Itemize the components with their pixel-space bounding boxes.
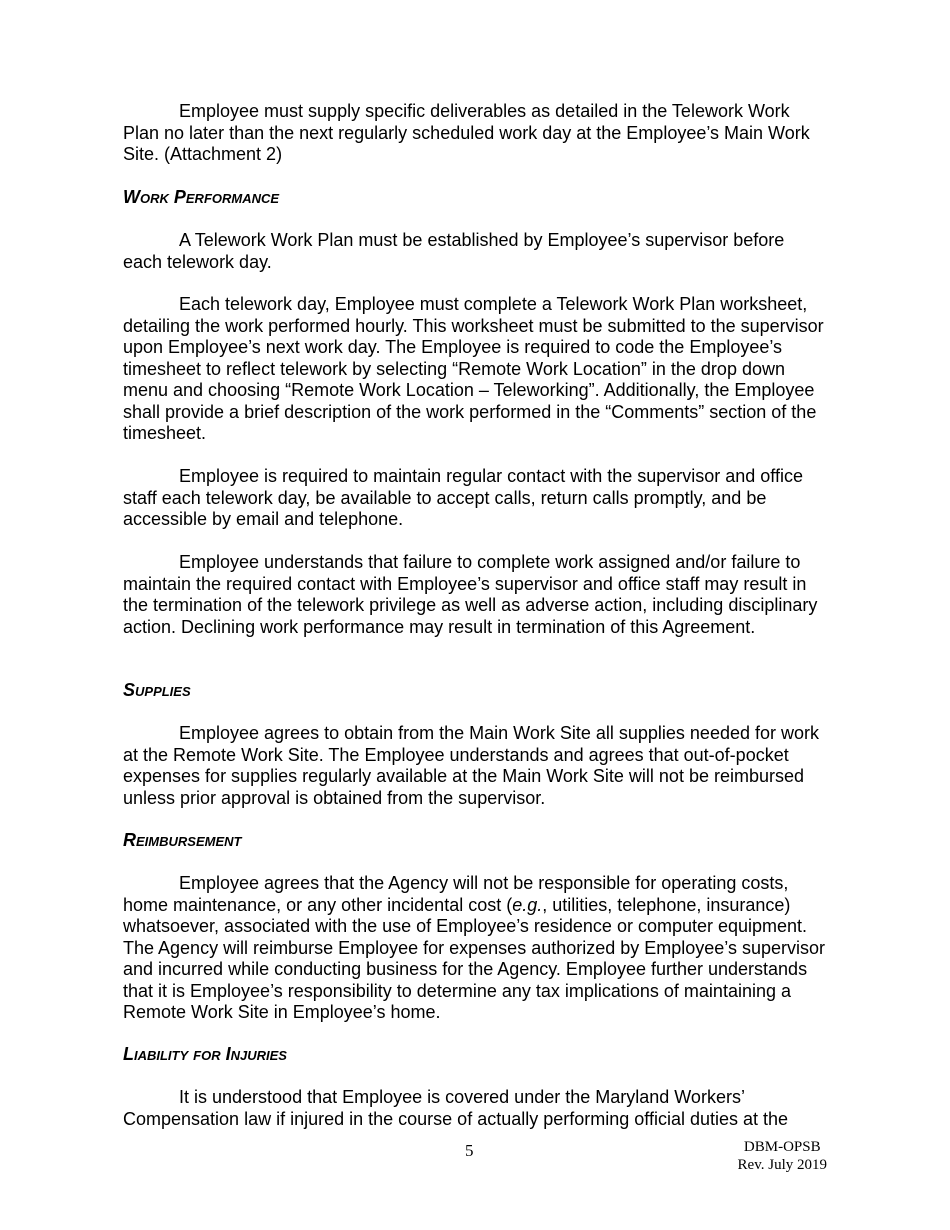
paragraph-worksheet: Each telework day, Employee must complete a Telework Work Plan worksheet, detailing the work performed hourly. This worksheet must be submitted to the supervisor upon Employee’s next work day. The Employee is required to code the Employee’s timesheet to reflect telework by selecting “Remote Work Location” in the drop down menu and choosing “Remote Work Location – Teleworking”. Additionally, the Employee shall provide a brief description of the work performed in the “Comments” section of the timesheet. xyxy=(123,294,824,443)
paragraph-deliverables: Employee must supply specific deliverables as detailed in the Telework Work Plan no later than the next regularly scheduled work day at the Employee’s Main Work Site. (Attachment 2) xyxy=(123,101,810,164)
heading-liability: Liability for Injuries xyxy=(123,1044,287,1064)
doc-code: DBM-OPSB xyxy=(743,1139,821,1155)
paragraph-supplies: Employee agrees to obtain from the Main Work Site all supplies needed for work at the Remote Work Site. The Employee understands and agrees that out-of-pocket expenses for supplies regularly available at the Main Work Site will not be reimbursed unless prior approval is obtained from the supervisor. xyxy=(123,723,819,808)
paragraph-work-plan: A Telework Work Plan must be established by Employee’s supervisor before each telework day. xyxy=(123,230,785,272)
reimbursement-text-em: e.g. xyxy=(512,894,543,915)
reimbursement-text-a: Employee agrees that the Agency will not be responsible for operating costs, home maintenance, or any other incidental cost ( xyxy=(123,873,789,915)
paragraph-contact: Employee is required to maintain regular contact with the supervisor and office staff each telework day, be available to accept calls, return calls promptly, and be accessible by email and telephone. xyxy=(123,466,803,529)
paragraph-reimbursement xyxy=(123,873,828,1024)
paragraph-liability: It is understood that Employee is covered under the Maryland Workers’ Compensation law if injured in the course of actually performing official duties at the xyxy=(123,1087,789,1129)
heading-work-performance: Work Performance xyxy=(123,187,280,207)
revision-date: Rev. July 2019 xyxy=(737,1157,827,1173)
heading-supplies: Supplies xyxy=(123,680,191,700)
footer-revision-block xyxy=(738,1138,827,1174)
reimbursement-text-b: , utilities, telephone, insurance) whatsoever, associated with the use of Employee’s residence or computer equipment. The Agency will reimburse Employee for expenses authorized by Employee’s supervisor and incurred while conducting business for the Agency. Employee further understands that it is Employee’s responsibility to determine any tax implications of maintaining a Remote Work Site in Employee’s home. xyxy=(123,894,826,1022)
page-number: 5 xyxy=(465,1141,474,1160)
paragraph-failure: Employee understands that failure to complete work assigned and/or failure to maintain the required contact with Employee’s supervisor and office staff may result in the termination of the telework privilege as well as adverse action, including disciplinary action. Declining work performance may result in termination of this Agreement. xyxy=(123,552,818,637)
heading-reimbursement: Reimbursement xyxy=(123,830,242,850)
